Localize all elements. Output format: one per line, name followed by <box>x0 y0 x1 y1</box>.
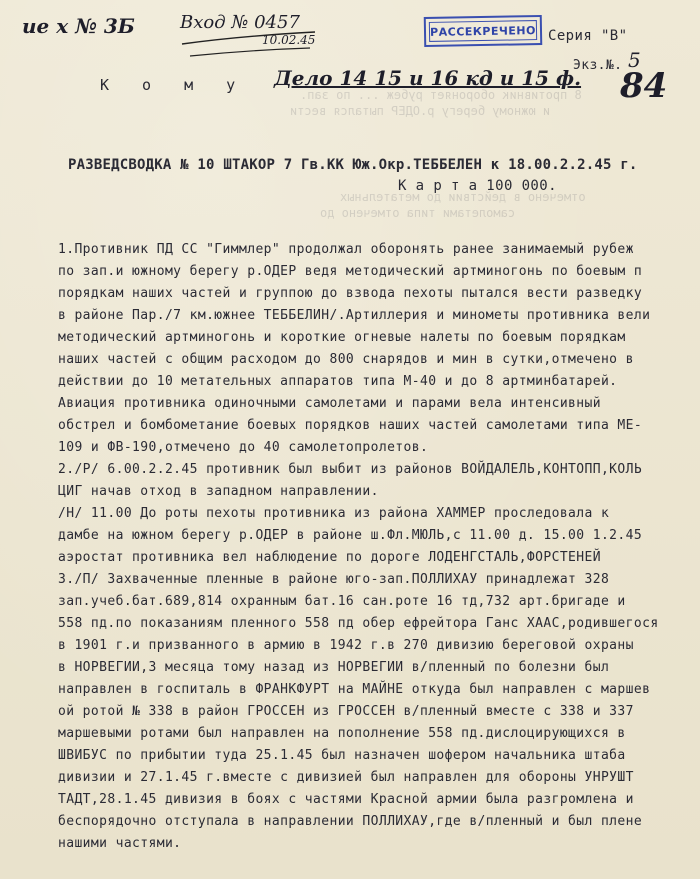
bleed-through: отмечено в действии до метательных <box>340 190 586 204</box>
handwritten-sheet-number: 84 <box>620 66 668 106</box>
body-line: обстрел и бомбометание боевых порядков наших частей самолетами типа МЕ- <box>58 418 643 433</box>
body-line: наших частей с общим расходом до 800 снарядов и мин в сутки,отмечено в <box>58 352 634 367</box>
body-line: дивизии и 27.1.45 г.вместе с дивизией был направлен для обороны УНРУШТ <box>58 770 634 785</box>
handwritten-mark-top-left: ие х № 3Б <box>22 14 135 38</box>
stamp-text: РАССЕКРЕЧЕНО <box>430 23 536 39</box>
body-line: маршевыми ротами был направлен на пополнение 558 пд.дислоцирующихся в <box>58 726 626 741</box>
declassified-stamp <box>424 15 543 47</box>
body-line: в НОРВЕГИИ,3 месяца тому назад из НОРВЕГИИ в/пленный по болезни был <box>58 660 610 675</box>
body-line: нашими частями. <box>58 836 182 851</box>
series-label: Серия "В" <box>548 28 628 44</box>
bleed-through: самолетами типа отмечено до <box>320 206 516 220</box>
body-line: 2./Р/ 6.00.2.2.45 противник был выбит из районов ВОЙДАЛЕЛЬ,КОНТОПП,КОЛЬ <box>58 462 643 477</box>
handwritten-incoming-date: 10.02.45 <box>262 33 316 47</box>
body-line: ЦИГ начав отход в западном направлении. <box>58 484 379 499</box>
bleed-through: и южному берегу р.ОДЕР пытался вести <box>290 104 551 118</box>
body-line: Авиация противника одиночными самолетами и парами вела интенсивный <box>58 396 601 411</box>
body-line: в 1901 г.и призванного в армию в 1942 г.в 270 дивизию береговой охраны <box>58 638 634 653</box>
handwritten-copy-number: 5 <box>628 48 641 72</box>
body-line: в районе Пар./7 км.южнее ТЕББЕЛИН/.Артиллерия и минометы противника вели <box>58 308 651 323</box>
body-line: ТАДТ,28.1.45 дивизия в боях с частями Красной армии была разгромлена и <box>58 792 634 807</box>
body-line: дамбе на южном берегу р.ОДЕР в районе ш.Фл.МЮЛЬ,с 11.00 д. 15.00 1.2.45 <box>58 528 643 543</box>
stamp-border <box>429 20 537 42</box>
body-line: ой ротой № 338 в район ГРОССЕН из ГРОССЕН в/пленный вместе с 338 и 337 <box>58 704 634 719</box>
handwritten-file-reference: Дело 14 15 и 16 кд и 15 ф. <box>274 66 582 90</box>
report-heading: РАЗВЕДСВОДКА № 10 ШТАКОР 7 Гв.КК Юж.Окр.ТЕББЕЛЕН к 18.00.2.2.45 г. <box>68 157 638 173</box>
body-line: аэростат противника вел наблюдение по дороге ЛОДЕНГСТАЛЬ,ФОРСТЕНЕЙ <box>58 550 601 565</box>
body-line: 1.Противник ПД СС "Гиммлер" продолжал оборонять ранее занимаемый рубеж <box>58 242 634 257</box>
body-line: методический артминогонь и короткие огневые налеты по боевым порядкам <box>58 330 626 345</box>
body-line: зап.учеб.бат.689,814 охранным бат.16 сан.роте 16 тд,732 арт.бригаде и <box>58 594 626 609</box>
addressee-label: К о м у <box>100 76 248 94</box>
map-scale: К а р т а 100 000. <box>398 178 557 194</box>
bleed-through: 8 противник обороняет рубеж ... по зап. <box>300 88 582 102</box>
body-line: 109 и ФВ-190,отмечено до 40 самолетопролетов. <box>58 440 429 455</box>
body-line: 3./П/ Захваченные пленные в районе юго-зап.ПОЛЛИХАУ принадлежат 328 <box>58 572 610 587</box>
body-line: направлен в госпиталь в ФРАНКФУРТ на МАЙНЕ откуда был направлен с маршев <box>58 682 651 697</box>
body-line: порядкам наших частей и группою до взвода пехоты пытался вести разведку <box>58 286 643 301</box>
handwritten-underline <box>180 30 320 60</box>
body-line: по зап.и южному берегу р.ОДЕР ведя методический артминогонь по боевым п <box>58 264 643 279</box>
body-line: 558 пд.по показаниям пленного 558 пд обер ефрейтора Ганс ХААС,родившегося <box>58 616 659 631</box>
handwritten-incoming-number: Вход № 0457 <box>180 12 300 33</box>
body-line: действии до 10 метательных аппаратов типа М-40 и до 8 артминбатарей. <box>58 374 618 389</box>
copy-label: Экз.№. <box>573 58 623 73</box>
body-line: беспорядочно отступала в направлении ПОЛЛИХАУ,где в/пленный и был плене <box>58 814 643 829</box>
body-line: /Н/ 11.00 До роты пехоты противника из района ХАММЕР проследовала к <box>58 506 610 521</box>
body-line: ШВИБУС по прибытии туда 25.1.45 был назначен шофером начальника штаба <box>58 748 626 763</box>
